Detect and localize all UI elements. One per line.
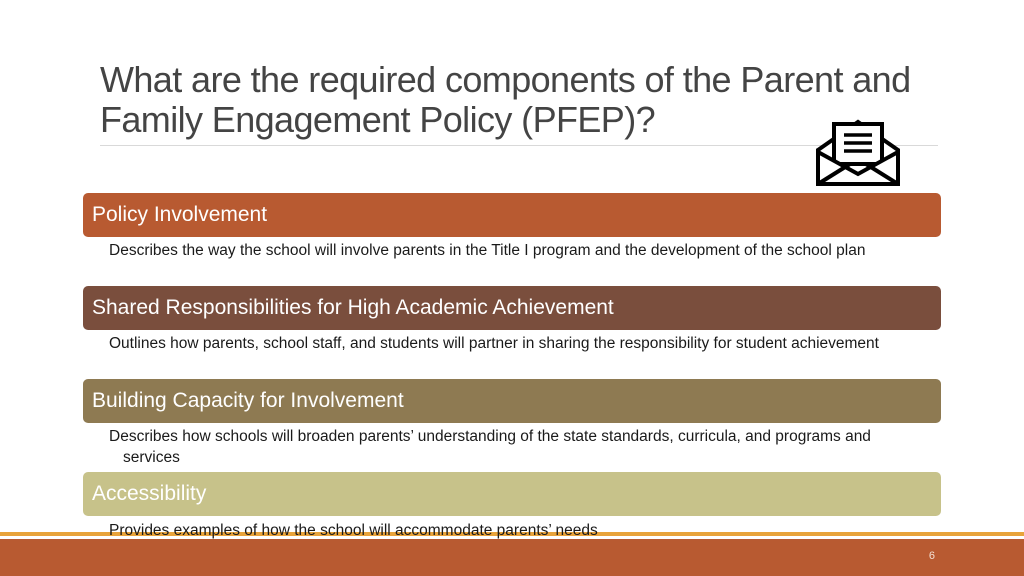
section-bar-building-capacity <box>83 379 941 423</box>
section-description: Describes how schools will broaden parents’ understanding of the state standards, curricula, and programs and services <box>109 428 871 466</box>
section-description: Provides examples of how the school will accommodate parents’ needs <box>109 522 598 539</box>
section-heading: Shared Responsibilities for High Academic Achievement <box>92 296 614 319</box>
section-heading: Accessibility <box>92 482 207 505</box>
envelope-letter-icon <box>814 116 902 188</box>
section-heading: Building Capacity for Involvement <box>92 389 404 412</box>
title-divider <box>100 145 938 146</box>
section-bar-shared-responsibilities <box>83 286 941 330</box>
section-bar-accessibility <box>83 472 941 516</box>
slide-number: 6 <box>928 550 935 562</box>
slide-title: What are the required components of the Parent and Family Engagement Policy (PFEP)? <box>100 59 911 140</box>
section-bar-policy-involvement <box>83 193 941 237</box>
footer-band <box>0 539 1024 576</box>
section-heading: Policy Involvement <box>92 203 268 226</box>
section-description: Outlines how parents, school staff, and students will partner in sharing the responsibility for student achievement <box>109 335 879 352</box>
section-description: Describes the way the school will involve parents in the Title I program and the development of the school plan <box>109 242 866 259</box>
